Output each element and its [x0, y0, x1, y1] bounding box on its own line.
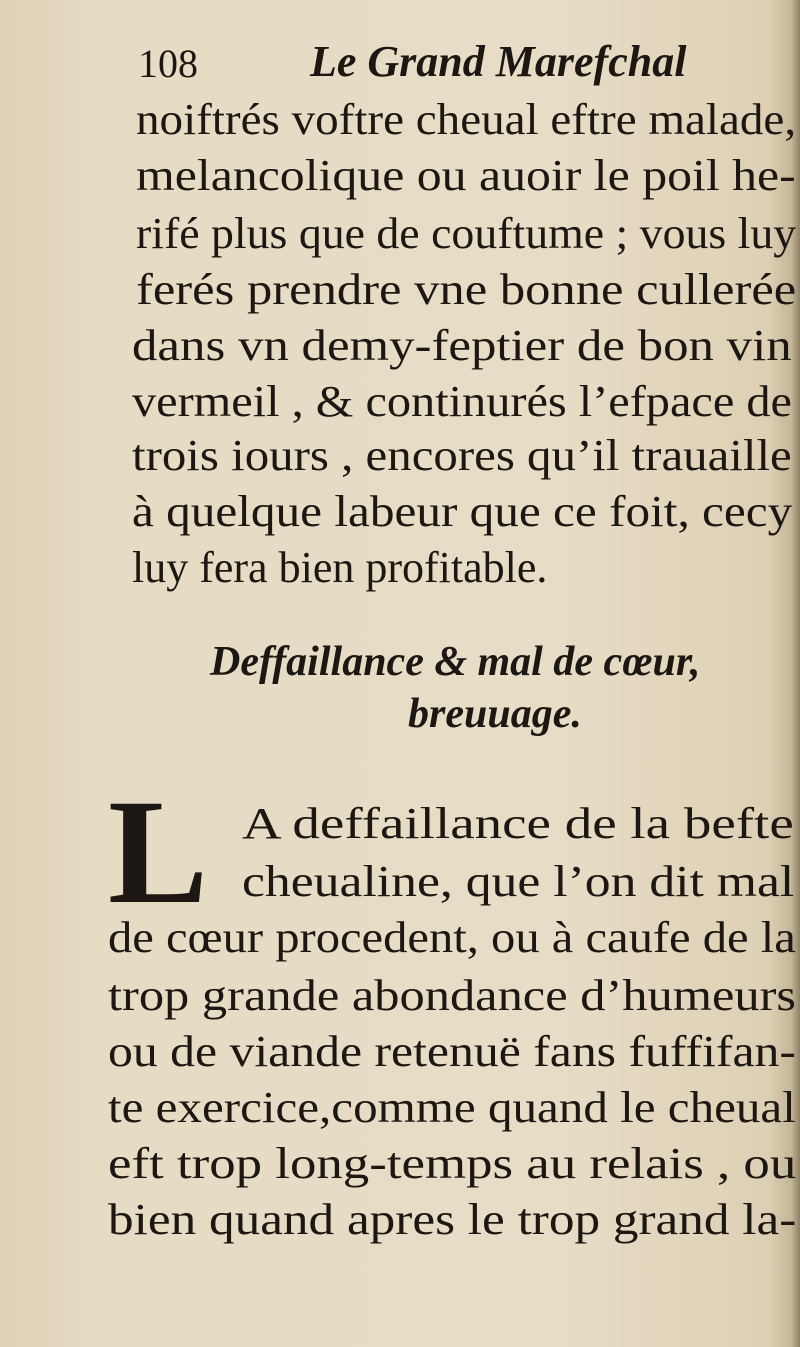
- text-line: cheualine, que l’on dit mal: [242, 857, 795, 906]
- text-line: dans vn demy-feptier de bon vin: [132, 321, 792, 370]
- text-line: trois iours , encores qu’il trauaille: [132, 431, 792, 480]
- text-line: bien quand apres le trop grand la-: [108, 1195, 797, 1244]
- text-line: luy fera bien profitable.: [132, 543, 548, 592]
- text-line: ou de viande retenuë fans fuffifan-: [108, 1027, 796, 1076]
- text-line: trop grande abondance d’humeurs: [108, 971, 797, 1020]
- text-line: melancolique ou auoir le poil he-: [136, 151, 796, 200]
- text-line: de cœur procedent, ou à caufe de la: [108, 913, 796, 962]
- text-line: eft trop long-temps au relais , ou: [108, 1139, 797, 1188]
- text-line: ferés prendre vne bonne cullerée: [136, 265, 797, 314]
- section-heading-line: breuuage.: [408, 691, 582, 737]
- text-line: noiftrés voftre cheual eftre malade,: [136, 95, 797, 144]
- text-line: rifé plus que de couftume ; vous luy: [136, 209, 797, 258]
- section-heading-line: Deffaillance & mal de cœur,: [210, 639, 701, 685]
- text-line: A deffaillance de la befte: [242, 799, 794, 848]
- text-line: à quelque labeur que ce foit, cecy: [132, 487, 793, 536]
- running-title: Le Grand Marefchal: [310, 37, 687, 86]
- drop-cap: L: [108, 769, 209, 935]
- text-line: te exercice,comme quand le cheual: [108, 1083, 796, 1132]
- page-number: 108: [138, 41, 198, 86]
- page-header: [138, 36, 698, 86]
- text-line: vermeil , & continurés l’efpace de: [132, 377, 792, 426]
